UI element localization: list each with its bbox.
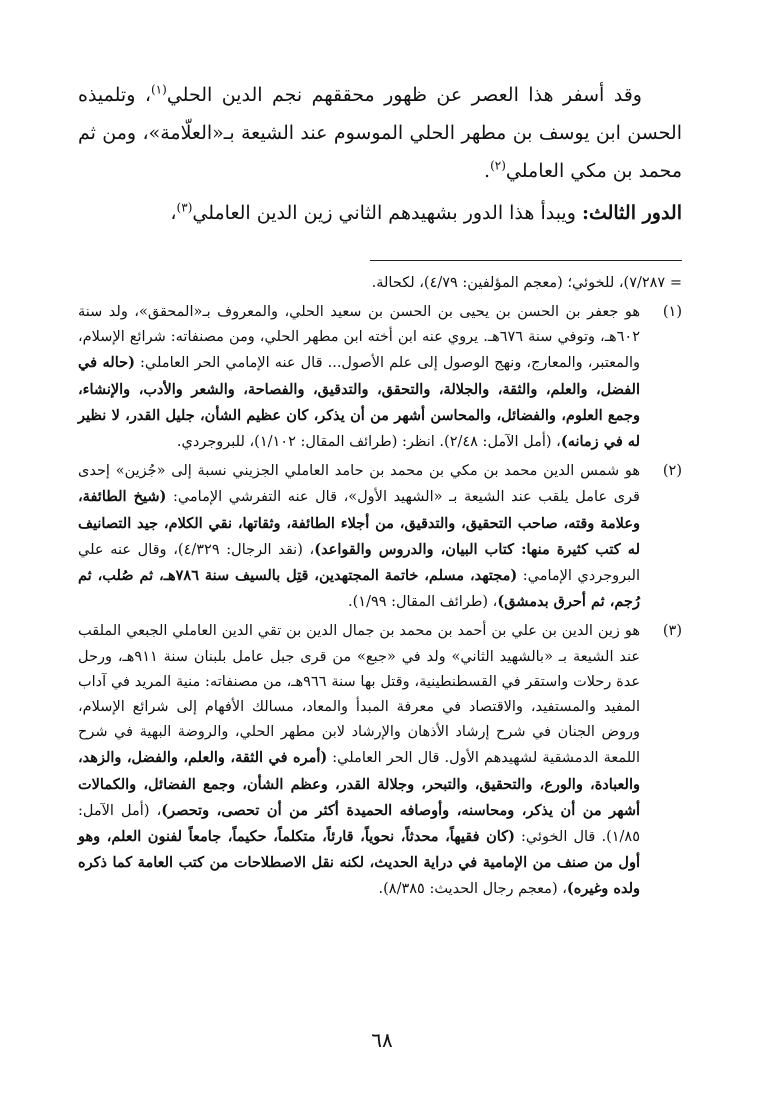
footnote-ref-1[interactable]: (١)	[150, 82, 167, 97]
footnote-ref-2[interactable]: (٢)	[490, 158, 506, 173]
quote-text: (مجتهد، مسلم، خاتمة المجتهدين، قتِل بالسيف سنة ٧٨٦هـ، ثم صُلب، ثم رُجم، ثم أحرق بدمشق)	[78, 567, 640, 611]
main-paragraph	[78, 76, 682, 190]
footnote-text: هو شمس الدين محمد بن مكي بن محمد بن حامد العاملي الجزيني نسبة إلى «جُزين» إحدى قرى عامل يلقب عند الشيعة بـ «الشهيد الأول»، قال عنه التفرشي الإمامي: (شيخ الطائفة، وعلامة وقته، صاحب التحقيق، والتدقيق، من أجلاء الطائفة، وثقاتها، نقي الكلام، جيد التصانيف له كتب كثيرة منها: كتاب البيان، والدروس والقواعد)، (نقد الرجال: ٤/٣٢٩)، وقال عنه علي البروجردي الإمامي: (مجتهد، مسلم، خاتمة المجتهدين، قتِل بالسيف سنة ٧٨٦هـ، ثم صُلب، ثم رُجم، ثم أحرق بدمشق)، (طرائف المقال: ١/٩٩).	[78, 463, 640, 611]
footnote-2	[78, 459, 682, 615]
footnote-number: (٣)	[662, 623, 682, 640]
footnotes	[78, 271, 682, 903]
footnote-number: (٢)	[662, 463, 682, 480]
footnote-1	[78, 300, 682, 455]
footnote-ref-3[interactable]: (٣)	[176, 200, 193, 215]
paragraph-text: ، وتلميذه الحسن ابن يوسف بن مطهر الحلي الموسوم عند الشيعة بـ«العلّامة»، ومن ثم محمد بن مكي العاملي	[78, 84, 682, 182]
footnote-text: هو جعفر بن الحسن بن يحيى بن الحسن بن سعيد الحلي، والمعروف بـ«المحقق»، ولد سنة ٦٠٢هـ، وتوفي سنة ٦٧٦هـ. يروي عنه ابن أخته ابن مطهر الحلي، ومن مصنفاته: شرائع الإسلام، والمعتبر، والمعارج، ونهج الوصول إلى علم الأصول... قال عنه الإمامي الحر العاملي: (حاله في الفضل، والعلم، والثقة، والجلالة، والتحقق، والتدقيق، والفصاحة، والشعر والأدب، والإنشاء، وجمع العلوم، والفضائل، والمحاسن أشهر من أن يذكر، كان عظيم الشأن، جليل القدر، لا نظير له في زمانه)، (أمل الآمل: ٢/٤٨). انظر: (طرائف المقال: ١/١٠٢)، للبروجردي.	[78, 304, 640, 451]
paragraph-text: وقد أسفر هذا العصر عن ظهور محققهم نجم الدين الحلي	[166, 84, 642, 106]
section-paragraph	[78, 194, 682, 232]
quote-text: (كان فقيهاً، محدثاً، نحوياً، قارئاً، متكلماً، حكيماً، جامعاً لفنون العلم، وهو أول من صنف من الإمامية في دراية الحديث، لكنه نقل الاصطلاحات من كتب العامة كما ذكره ولده وغيره)	[78, 828, 640, 898]
quote-text: (حاله في الفضل، والعلم، والثقة، والجلالة، والتحقق، والتدقيق، والفصاحة، والشعر والأدب، والإنشاء، وجمع العلوم، والفضائل، والمحاسن أشهر من أن يذكر، كان عظيم الشأن، جليل القدر، لا نظير له في زمانه)	[78, 354, 640, 451]
footnote-number: (١)	[662, 304, 682, 320]
footnote-continuation: = ٧/٢٨٧)، للخوئي؛ (معجم المؤلفين: ٤/٧٩)، لكحالة.	[371, 275, 682, 291]
main-text	[78, 76, 682, 232]
footnote-text: هو زين الدين بن علي بن أحمد بن محمد بن جمال الدين بن تقي الدين العاملي الجبعي الملقب عند الشيعة بـ «بالشهيد الثاني» ولد في «جبع» من قرى جبل عامل بلبنان سنة ٩١١هـ، ورحل عدة رحلات واستقر في القسطنطينية، وقتل بها سنة ٩٦٦هـ، من مصنفاته: منية المريد في آداب المفيد والمستفيد، والاقتصاد في معرفة المبدأ والمعاد، مسالك الأفهام إلى شرائع الإسلام، وروض الجنان في شرح إرشاد الأذهان والإرشاد لابن مطهر الحلي، والروضة البهية في شرح اللمعة الدمشقية لشهيدهم الأول. قال الحر العاملي: (أمره في الثقة، والعلم، والفضل، والزهد، والعبادة، والورع، والتحقيق، والتبحر، وجلالة القدر، وعظم الشأن، وجمع الفضائل، والكمالات أشهر من أن يذكر، ومحاسنه، وأوصافه الحميدة أكثر من أن تحصى، وتحصر)، (أمل الآمل: ١/٨٥). قال الخوئي: (كان فقيهاً، محدثاً، نحوياً، قارئاً، متكلماً، حكيماً، جامعاً لفنون العلم، وهو أول من صنف من الإمامية في دراية الحديث، لكنه نقل الاصطلاحات من كتب العامة كما ذكره ولده وغيره)، (معجم رجال الحديث: ٨/٣٨٥).	[78, 623, 641, 898]
section-title: الدور الثالث:	[581, 202, 682, 224]
footnote-separator	[370, 260, 682, 261]
quote-text: (أمره في الثقة، والعلم، والفضل، والزهد، والعبادة، والورع، والتحقيق، والتبحر، وجلالة القدر، وعظم الشأن، وجمع الفضائل، والكمالات أشهر من أن يذكر، ومحاسنه، وأوصافه الحميدة أكثر من أن تحصى، وتحصر)	[78, 749, 640, 819]
section-text: ،	[170, 202, 177, 224]
page-number: ٦٨	[371, 1028, 393, 1052]
section-text: ويبدأ هذا الدور بشهيدهم الثاني زين الدين العاملي	[192, 202, 582, 224]
paragraph-text: .	[484, 160, 491, 182]
quote-text: (شيخ الطائفة، وعلامة وقته، صاحب التحقيق، والتدقيق، من أجلاء الطائفة، وثقاتها، نقي الكلام، جيد التصانيف له كتب كثيرة منها: كتاب البيان، والدروس والقواعد)	[78, 488, 640, 558]
footnote-3	[78, 619, 682, 902]
